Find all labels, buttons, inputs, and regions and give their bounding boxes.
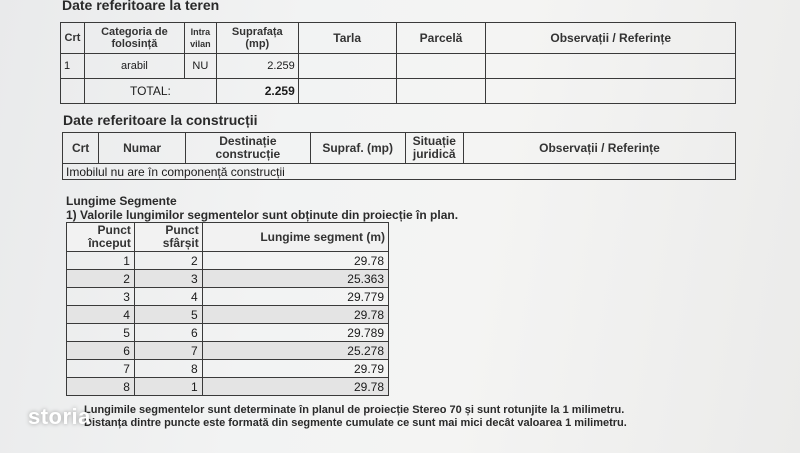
segment-end: 8	[134, 360, 202, 378]
segment-start: 4	[67, 306, 135, 324]
segment-length: 29.78	[202, 252, 388, 270]
segmente-footnote-1: Lungimile segmentelor sunt determinate în planul de proiecție Stereo 70 și sunt rotunjite la 1 milimetru.	[84, 404, 625, 416]
segment-row	[67, 342, 389, 360]
segment-start: 6	[67, 342, 135, 360]
teren-total-value: 2.259	[216, 79, 298, 104]
teren-total-row	[61, 79, 736, 104]
segment-row	[67, 288, 389, 306]
segment-row	[67, 360, 389, 378]
segment-row	[67, 324, 389, 342]
segmente-table	[66, 222, 389, 396]
segment-row	[67, 306, 389, 324]
segment-length: 29.789	[202, 324, 388, 342]
segmente-header-sfarsit: Punct sfârșit	[134, 223, 202, 252]
constructii-header-row	[63, 133, 736, 164]
constructii-header-observatii: Observații / Referințe	[463, 133, 735, 164]
teren-title: Date referitoare la teren	[62, 0, 220, 13]
segmente-header-lungime: Lungime segment (m)	[202, 223, 388, 252]
teren-header-suprafata: Suprafața (mp)	[216, 23, 298, 54]
segment-start: 8	[67, 378, 135, 396]
segment-row	[67, 252, 389, 270]
segment-row	[67, 270, 389, 288]
teren-observatii	[486, 54, 736, 79]
constructii-header-crt: Crt	[63, 133, 99, 164]
teren-header-observatii: Observații / Referințe	[486, 23, 736, 54]
segment-start: 2	[67, 270, 135, 288]
segment-length: 25.278	[202, 342, 388, 360]
teren-total-label: TOTAL:	[84, 79, 216, 104]
segmente-title: Lungime Segmente	[66, 194, 177, 208]
teren-header-tarla: Tarla	[298, 23, 396, 54]
segment-end: 3	[134, 270, 202, 288]
teren-header-crt: Crt	[61, 23, 85, 54]
constructii-header-suprafata: Supraf. (mp)	[310, 133, 405, 164]
constructii-table	[62, 132, 736, 180]
constructii-header-numar: Numar	[99, 133, 186, 164]
constructii-header-situatie: Situație juridică	[405, 133, 463, 164]
segment-start: 7	[67, 360, 135, 378]
teren-header-intravilan: Intra vilan	[184, 23, 216, 54]
teren-header-parcela: Parcelă	[396, 23, 486, 54]
storia-watermark-logo: storia	[28, 404, 91, 429]
segment-length: 29.779	[202, 288, 388, 306]
segment-length: 25.363	[202, 270, 388, 288]
segment-end: 2	[134, 252, 202, 270]
segment-start: 3	[67, 288, 135, 306]
constructii-note-row	[63, 164, 736, 180]
segmente-footnote-2: Distanța dintre puncte este formată din segmente cumulate ce sunt mai mici decât valoarea 1 milimetru.	[84, 417, 627, 429]
teren-header-row	[61, 23, 736, 54]
teren-intravilan: NU	[184, 54, 216, 79]
segment-end: 1	[134, 378, 202, 396]
teren-categoria: arabil	[84, 54, 184, 79]
segment-end: 4	[134, 288, 202, 306]
constructii-note: Imobilul nu are în componență construcții	[63, 164, 736, 180]
segment-end: 6	[134, 324, 202, 342]
segment-end: 5	[134, 306, 202, 324]
constructii-header-destinatie: Destinație construcție	[185, 133, 310, 164]
segmente-subtitle: 1) Valorile lungimilor segmentelor sunt obținute din proiecție în plan.	[66, 208, 459, 222]
segment-length: 29.78	[202, 378, 388, 396]
segmente-header-row	[67, 223, 389, 252]
segment-length: 29.79	[202, 360, 388, 378]
segment-end: 7	[134, 342, 202, 360]
teren-row	[61, 54, 736, 79]
teren-parcela	[396, 54, 486, 79]
segment-start: 1	[67, 252, 135, 270]
segmente-header-inceput: Punct început	[67, 223, 135, 252]
teren-crt: 1	[61, 54, 85, 79]
teren-header-categoria: Categoria de folosință	[84, 23, 184, 54]
teren-tarla	[298, 54, 396, 79]
segmente-rows	[67, 252, 389, 396]
segment-start: 5	[67, 324, 135, 342]
teren-suprafata: 2.259	[216, 54, 298, 79]
segment-length: 29.78	[202, 306, 388, 324]
constructii-title: Date referitoare la construcții	[63, 112, 258, 128]
segment-row	[67, 378, 389, 396]
teren-table	[60, 22, 736, 104]
